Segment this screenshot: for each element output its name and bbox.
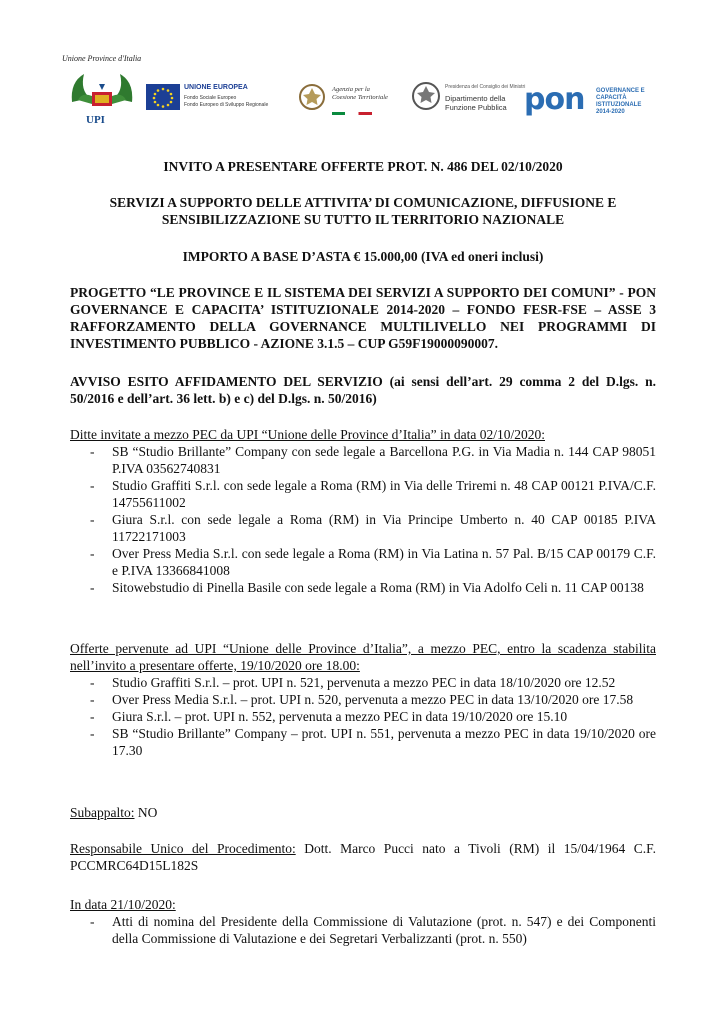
pon-subtitle: GOVERNANCE E CAPACITÀ ISTITUZIONALE 2014-2020 <box>596 88 645 115</box>
eu-title: UNIONE EUROPEA <box>184 84 248 91</box>
list-item: - Giura S.r.l. con sede legale a Roma (RM) in Via Principe Umberto n. 40 CAP 00185 P.IVA 11722171003 <box>70 511 656 545</box>
rup-section <box>70 840 656 874</box>
subappalto-section <box>70 804 656 821</box>
tricolor-stripe <box>332 112 372 115</box>
upi-emblem-icon <box>62 62 142 122</box>
dfp-department-text: Dipartimento della Funzione Pubblica <box>445 94 507 112</box>
invited-companies-section <box>70 426 656 596</box>
dfp-presidency-text: Presidenza del Consiglio dei Ministri <box>445 84 526 90</box>
pon-logo <box>524 84 654 120</box>
offers-heading: Offerte pervenute ad UPI “Unione delle Province d’Italia”, a mezzo PEC, entro la scadenza stabilita nell’invito a presentare offerte, 19/10/2020 ore 18.00: <box>70 641 656 673</box>
invited-list <box>70 443 656 596</box>
list-item: - SB “Studio Brillante” Company – prot. UPI n. 551, pervenuta a mezzo PEC in data 19/10/2020 ore 17.30 <box>70 725 656 759</box>
list-item: - Over Press Media S.r.l. con sede legale a Roma (RM) in Via Latina n. 57 Pal. B/15 CAP 00179 C.F. e P.IVA 13366841008 <box>70 545 656 579</box>
list-item: - Studio Graffiti S.r.l. con sede legale a Roma (RM) in Via delle Triremi n. 48 CAP 00121 P.IVA/C.F. 14755611002 <box>70 477 656 511</box>
eu-flag-icon <box>146 84 180 110</box>
funzione-pubblica-logo <box>445 84 525 114</box>
outcome-notice-title: AVVISO ESITO AFFIDAMENTO DEL SERVIZIO (ai sensi dell’art. 29 comma 2 del D.lgs. n. 50/2016 e dell’art. 36 lett. b) e c) del D.lgs. n. 50/2016) <box>70 374 656 406</box>
eu-logo <box>146 84 286 114</box>
upi-logo <box>62 54 142 132</box>
amount-title: IMPORTO A BASE D’ASTA € 15.000,00 (IVA ed oneri inclusi) <box>182 249 544 264</box>
rup-label: Responsabile Unico del Procedimento: <box>70 841 296 856</box>
pon-wordmark: pon <box>524 82 585 117</box>
republic-emblem-icon <box>298 82 326 112</box>
list-item: - SB “Studio Brillante” Company con sede legale a Barcellona P.G. in Via Madia n. 144 CAP 98051 P.IVA 03562740831 <box>70 443 656 477</box>
list-item: - Sitowebstudio di Pinella Basile con sede legale a Roma (RM) in Via Adolfo Celi n. 11 CAP 00138 <box>70 579 656 596</box>
upi-arc-text: Unione Province d'Italia <box>62 54 142 63</box>
project-title: PROGETTO “LE PROVINCE E IL SISTEMA DEI SERVIZI A SUPPORTO DEI COMUNI” - PON GOVERNANCE E CAPACITA’ ISTITUZIONALE 2014-2020 – FONDO FESR-FSE – ASSE 3 RAFFORZAMENTO DELLA GOVERNANCE MULTILIVELLO NEI PROGRAMMI DI INVESTIMENTO PUBBLICO - AZIONE 3.1.5 – CUP G59F19000090007. <box>70 285 656 351</box>
eu-subtitle-1: Fondo Sociale Europeo <box>184 95 237 101</box>
services-title: SERVIZI A SUPPORTO DELLE ATTIVITA’ DI COMUNICAZIONE, DIFFUSIONE E SENSIBILIZZAZIONE SU TUTTO IL TERRITORIO NAZIONALE <box>109 195 617 227</box>
eu-subtitle-2: Fondo Europeo di Sviluppo Regionale <box>184 102 269 108</box>
list-item: - Over Press Media S.r.l. – prot. UPI n. 520, pervenuta a mezzo PEC in data 13/10/2020 ore 17.58 <box>70 691 656 708</box>
invitation-title: INVITO A PRESENTARE OFFERTE PROT. N. 486 DEL 02/10/2020 <box>163 159 563 174</box>
subappalto-label: Subappalto: <box>70 805 135 820</box>
republic-emblem-icon <box>410 80 442 112</box>
date-list <box>70 913 656 947</box>
logo-header <box>0 44 724 134</box>
upi-label: UPI <box>86 114 105 126</box>
agenzia-coesione-text: Agenzia per la Coesione Territoriale <box>332 86 388 101</box>
rup-value: Dott. Marco Pucci nato a Tivoli (RM) il 15/04/1964 C.F. PCCMRC64D15L182S <box>70 841 656 873</box>
date-section <box>70 896 656 947</box>
invited-heading: Ditte invitate a mezzo PEC da UPI “Unione delle Province d’Italia” in data 02/10/2020: <box>70 427 545 442</box>
subappalto-value: NO <box>134 805 158 820</box>
date-heading: In data 21/10/2020: <box>70 897 176 912</box>
list-item: - Giura S.r.l. – prot. UPI n. 552, pervenuta a mezzo PEC in data 19/10/2020 ore 15.10 <box>70 708 656 725</box>
received-offers-section <box>70 640 656 759</box>
list-item: - Atti di nomina del Presidente della Commissione di Valutazione (prot. n. 547) e dei Componenti della Commissione di Valutazione e dei Segretari Verbalizzanti (prot. n. 550) <box>70 913 656 947</box>
offers-list <box>70 674 656 759</box>
agenzia-coesione-logo <box>328 82 398 116</box>
list-item: - Studio Graffiti S.r.l. – prot. UPI n. 521, pervenuta a mezzo PEC in data 18/10/2020 ore 12.52 <box>70 674 656 691</box>
